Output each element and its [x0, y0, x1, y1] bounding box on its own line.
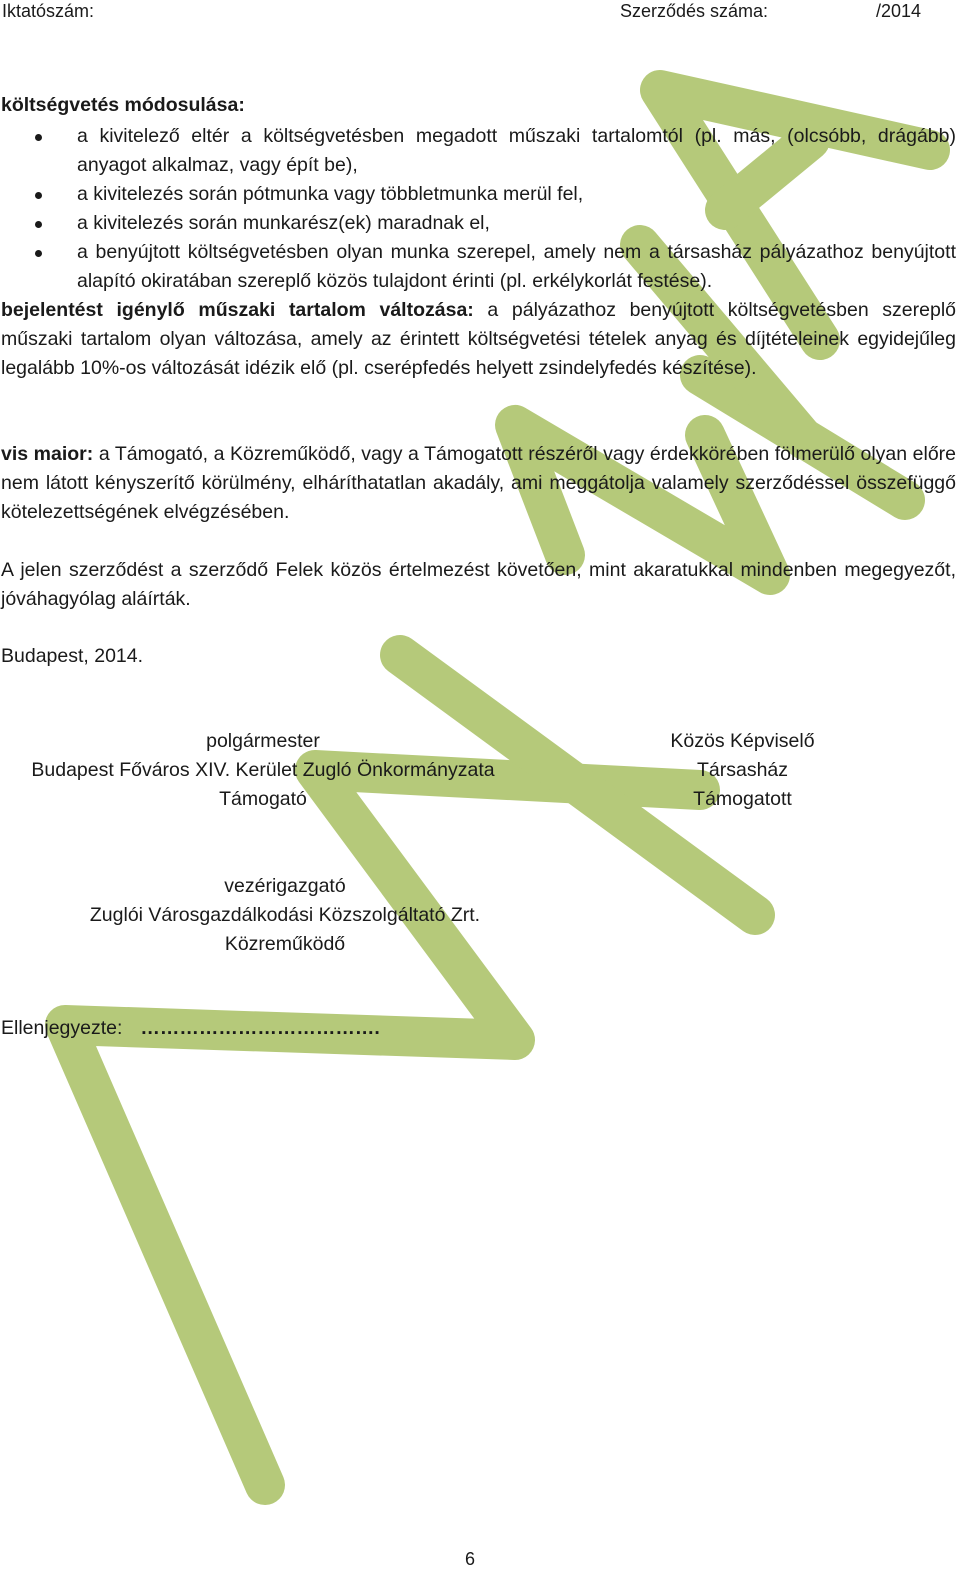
- list-item-text: a benyújtott költségvetésben olyan munka szerepel, amely nem a társasház pályázathoz benyújtott alapító okiratában szereplő közös tulajdont érinti (pl. erkélykorlát festése).: [77, 241, 956, 292]
- header-registration-number-label: Iktatószám:: [2, 1, 95, 21]
- list-item: [0, 238, 956, 296]
- header-year-suffix: /2014: [876, 1, 922, 21]
- list-item: [0, 180, 956, 209]
- page-number: 6: [464, 1549, 475, 1569]
- signatory-title: vezérigazgató: [224, 875, 346, 897]
- notification-definition: [1, 296, 956, 383]
- bullet-icon: [35, 192, 42, 199]
- countersign-line: [1, 1014, 380, 1043]
- bullet-icon: [35, 221, 42, 228]
- vis-maior-definition: [1, 440, 956, 527]
- signatory-role: Támogató: [219, 788, 307, 810]
- signature-block-supporter: [0, 727, 526, 814]
- countersign-dots: ……………………………….: [140, 1017, 380, 1039]
- place-date: Budapest, 2014.: [1, 645, 144, 667]
- list-item-text: a kivitelezés során pótmunka vagy többletmunka merül fel,: [77, 183, 584, 205]
- definition-text: a Támogató, a Közreműködő, vagy a Támogatott részéről vagy érdekkörében fölmerülő olyan előre nem látott kényszerítő körülmény, elháríthatatlan akadály, ami meggátolja valamely szerződéssel összefüggő kötelezettségének elvégzésében.: [1, 443, 957, 523]
- cost-change-list: [0, 122, 956, 296]
- countersign-label: Ellenjegyezte:: [1, 1017, 123, 1039]
- definition-text: a pályázathoz benyújtott költségvetésben szereplő műszaki tartalom olyan változása, amely az érintett költségvetési tételek anyag és díjtételeinek egyidejűleg legalább 10%-os változását idézik elő (pl. cserépfedés helyett zsindelyfedés készítése).: [1, 299, 957, 379]
- signatory-organization: Társasház: [696, 759, 789, 781]
- list-item: [0, 122, 956, 180]
- bullet-icon: [35, 134, 42, 141]
- signatory-organization: Zuglói Városgazdálkodási Közszolgáltató Zrt.: [89, 904, 481, 926]
- signature-block-contributor: [40, 872, 530, 959]
- header-contract-number-label: Szerződés száma:: [620, 1, 769, 21]
- signatory-role: Támogatott: [693, 788, 792, 810]
- signatory-title: polgármester: [206, 730, 320, 752]
- signatory-role: Közreműködő: [224, 933, 346, 955]
- definition-term: vis maior:: [1, 443, 94, 465]
- signatory-organization: Budapest Főváros XIV. Kerület Zugló Önkormányzata: [31, 759, 495, 781]
- cost-change-heading: költségvetés módosulása:: [1, 94, 245, 116]
- signatory-title: Közös Képviselő: [670, 730, 815, 752]
- bullet-icon: [35, 250, 42, 257]
- closing-statement: A jelen szerződést a szerződő Felek közös értelmezést követően, mint akaratukkal mindenben megegyezőt, jóváhagyólag aláírták.: [1, 559, 956, 610]
- signature-block-supported: [600, 727, 885, 814]
- list-item: [0, 209, 956, 238]
- list-item-text: a kivitelezés során munkarész(ek) maradnak el,: [77, 212, 490, 234]
- list-item-text: a kivitelező eltér a költségvetésben megadott műszaki tartalomtól (pl. más, (olcsóbb, drágább) anyagot alkalmaz, vagy épít be),: [77, 125, 956, 176]
- definition-term: bejelentést igénylő műszaki tartalom változása:: [1, 299, 474, 321]
